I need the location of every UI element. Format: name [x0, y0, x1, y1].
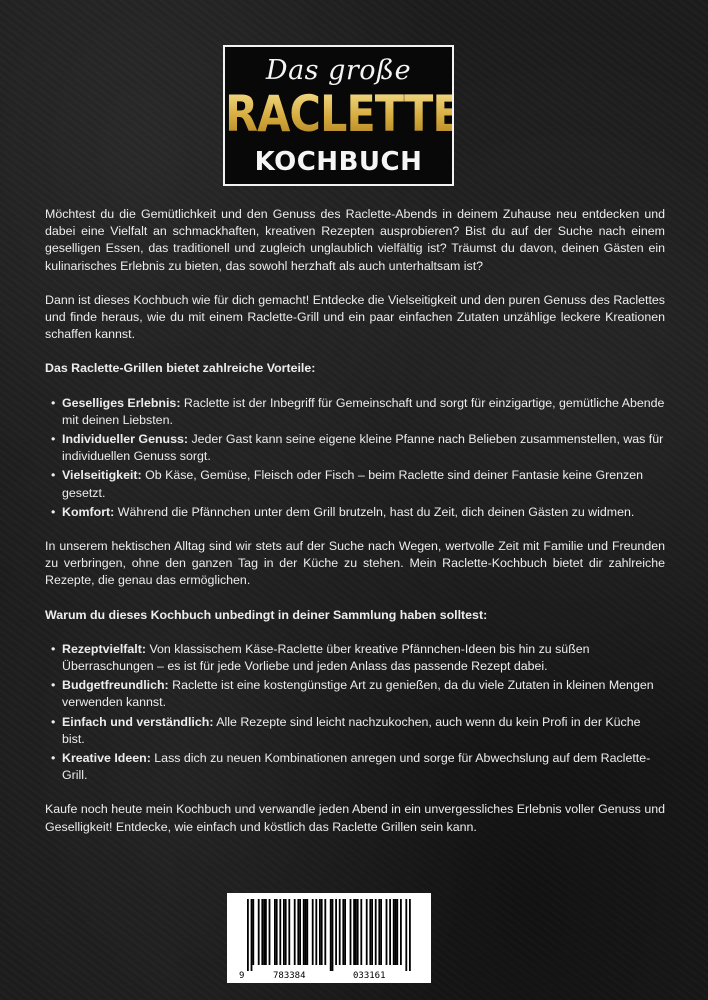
list-item: • Kreative Ideen: Lass dich zu neuen Kombinationen anregen und sorge für Abwechslung auf dem Raclette-Grill. [45, 750, 665, 784]
barcode-bar [393, 899, 395, 965]
barcode-bar [306, 899, 308, 965]
barcode-graphic [227, 893, 431, 983]
barcode-bar [395, 899, 397, 965]
barcode-bar [386, 899, 388, 965]
barcode-bar [283, 899, 285, 965]
barcode-bar [297, 899, 299, 965]
barcode-bar [332, 899, 334, 971]
benefits-heading: Das Raclette-Grillen bietet zahlreiche Vorteile: [45, 361, 316, 376]
barcode-bar [378, 899, 380, 965]
barcode-bar [400, 899, 402, 965]
barcode-bar [305, 899, 307, 965]
reasons-list [45, 641, 665, 785]
barcode-bar [409, 899, 411, 971]
barcode-digit-group: 783384 [273, 971, 306, 981]
middle-paragraph: In unserem hektischen Alltag sind wir stets auf der Suche nach Wegen, wertvolle Zeit mit Familie und Freunden zu verbringen, ohne den ganzen Tag in der Küche zu stehen. Mein Raclette-Kochbuch bietet dir zahlreiche Rezepte, die genau das ermöglichen. [45, 539, 665, 588]
barcode-bar [251, 899, 253, 971]
barcode-bar [269, 899, 271, 965]
barcode-bar [294, 899, 296, 965]
barcode-bar [324, 899, 326, 965]
barcode-bar [335, 899, 337, 965]
barcode-bar [342, 899, 344, 965]
barcode-bar [350, 899, 352, 965]
barcode-bar [279, 899, 281, 965]
barcode-bar [263, 899, 265, 965]
barcode-bar [247, 899, 249, 971]
barcode-bar [405, 899, 407, 971]
list-item: • Individueller Genuss: Jeder Gast kann seine eigene kleine Pfanne nach Belieben zusammenstellen, was für individuellen Genuss sorgt. [45, 431, 665, 465]
barcode-bar [319, 899, 321, 965]
barcode-bar [366, 899, 368, 965]
barcode-bar [265, 899, 267, 965]
benefits-list [45, 395, 665, 521]
reasons-heading: Warum du dieses Kochbuch unbedingt in deiner Sammlung haben solltest: [45, 607, 488, 622]
logo-main-title: RACLETTE [225, 86, 461, 144]
barcode-bar [375, 899, 377, 965]
barcode-bar [355, 899, 357, 965]
back-cover-text [45, 206, 665, 836]
barcode-bar [258, 899, 260, 965]
list-item: • Budgetfreundlich: Raclette ist eine kostengünstige Art zu genießen, da du viele Zutaten in kleinen Mengen verwenden kannst. [45, 677, 665, 711]
barcode-bar [321, 899, 323, 965]
isbn-barcode [227, 893, 431, 983]
barcode-bar [261, 899, 263, 965]
barcode-bar [274, 899, 276, 965]
intro-paragraph-1: Möchtest du die Gemütlichkeit und den Genuss des Raclette-Abends in deinem Zuhause neu entdecken und dabei eine Vielfalt an schmackhaften, kreativen Rezepten ausprobieren? Bist du auf der Suche nach einem geselligen Essen, das traditionell und zugleich unglaublich vielfältig ist? Träumst du davon, deinen Gästen ein kulinarisches Erlebnis zu bieten, das sowohl herzhaft als auch unterhaltsam ist? [45, 207, 665, 273]
closing-paragraph: Kaufe noch heute mein Kochbuch und verwandle jeden Abend in ein unvergessliches Erlebnis voller Genuss und Geselligkeit! Entdecke, wie einfach und köstlich das Raclette Grillen sein kann. [45, 802, 665, 834]
barcode-digit-group: 033161 [353, 971, 386, 981]
barcode-bar [288, 899, 290, 965]
barcode-bar [315, 899, 317, 965]
barcode-bar [344, 899, 346, 965]
barcode-bar [285, 899, 287, 965]
list-item: • Geselliges Erlebnis: Raclette ist der Inbegriff für Gemeinschaft und sorgt für einzigartige, gemütliche Abende mit deinen Liebsten. [45, 395, 665, 429]
barcode-bar [303, 899, 305, 965]
title-logo [223, 45, 461, 186]
barcode-bar [396, 899, 398, 965]
intro-paragraph-2: Dann ist dieses Kochbuch wie für dich gemacht! Entdecke die Vielseitigkeit und den puren Genuss des Raclettes und finde heraus, wie du mit einem Raclette-Grill und ein paar einfachen Zutaten unzählige leckere Kreationen schaffen kannst. [45, 292, 665, 342]
logo-script-title: Das große [265, 55, 412, 86]
barcode-bar [357, 899, 359, 965]
barcode-bar [360, 899, 362, 965]
barcode-bar [312, 899, 314, 965]
barcode-bar [389, 899, 391, 965]
barcode-bar [330, 899, 332, 971]
list-item: • Vielseitigkeit: Ob Käse, Gemüse, Fleisch oder Fisch – beim Raclette sind deiner Fantasie keine Grenzen gesetzt. [45, 467, 665, 501]
barcode-bar [353, 899, 355, 965]
barcode-bar [380, 899, 382, 965]
logo-sub-title: KOCHBUCH [254, 147, 423, 177]
barcode-digit-group: 9 [239, 971, 245, 981]
barcode-bar [371, 899, 373, 965]
barcode-bar [339, 899, 341, 965]
barcode-bar [252, 899, 254, 965]
barcode-bar [369, 899, 371, 965]
barcode-bar [276, 899, 278, 965]
list-item: • Einfach und verständlich: Alle Rezepte sind leicht nachzukochen, auch wenn du kein Profi in der Küche bist. [45, 714, 665, 748]
list-item: • Rezeptvielfalt: Von klassischem Käse-Raclette über kreative Pfännchen-Ideen bis hin zu süßen Überraschungen – es ist für jede Vorliebe und jeden Anlass das passende Rezept dabei. [45, 641, 665, 675]
list-item: • Komfort: Während die Pfännchen unter dem Grill brutzeln, hast du Zeit, dich deinen Gästen zu widmen. [45, 504, 665, 521]
barcode-bar [299, 899, 301, 965]
